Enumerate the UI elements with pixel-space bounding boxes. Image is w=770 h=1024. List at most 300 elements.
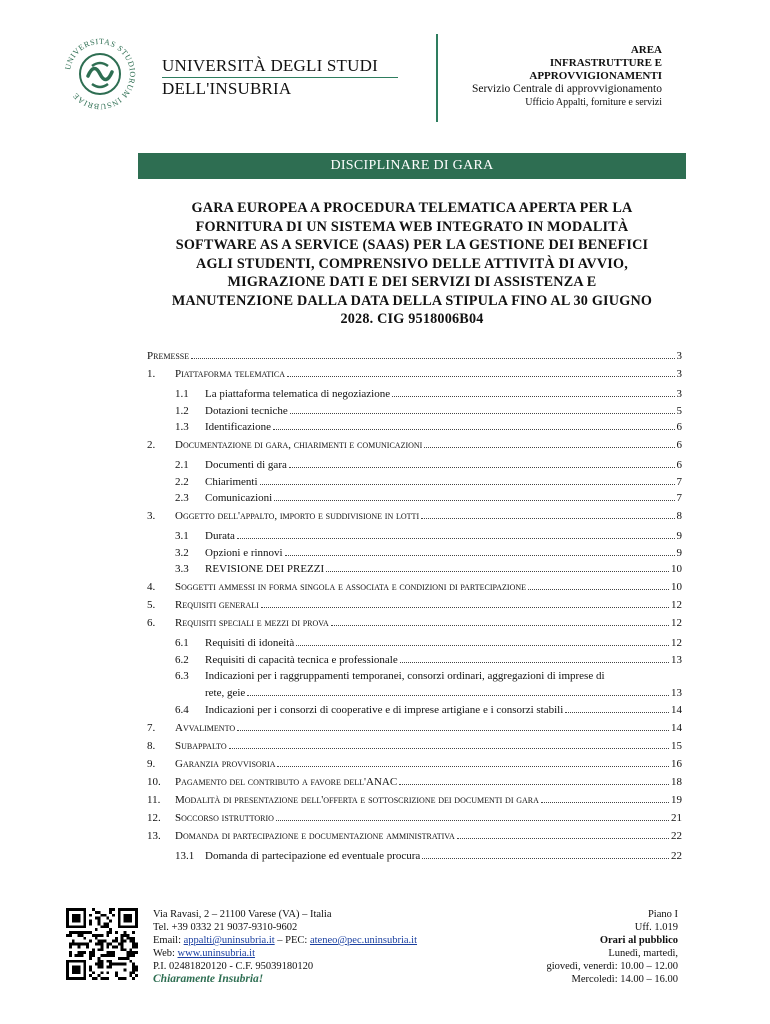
toc-leader-dots — [565, 711, 669, 713]
toc-leader-dots — [276, 819, 669, 821]
toc-page-number: 12 — [671, 637, 682, 649]
title-line: GARA EUROPEA A PROCEDURA TELEMATICA APERTA PER LA — [191, 200, 633, 216]
qr-module — [126, 954, 129, 957]
qr-module — [86, 943, 89, 946]
toc-page-number: 9 — [676, 546, 682, 559]
toc-entry[interactable] — [147, 581, 682, 599]
qr-module — [129, 940, 132, 943]
footer-contacts — [153, 908, 417, 986]
toc-entry[interactable] — [147, 547, 682, 564]
toc-page-number: 13 — [671, 653, 682, 666]
toc-number: 11. — [147, 793, 161, 806]
toc-label: Domanda di partecipazione ed eventuale procura — [205, 849, 421, 862]
qr-module — [109, 963, 112, 966]
toc-leader-dots — [274, 499, 674, 501]
qr-module — [66, 934, 69, 937]
qr-module — [69, 945, 72, 948]
qr-module — [89, 920, 92, 923]
qr-module — [89, 954, 92, 957]
qr-module — [89, 940, 92, 943]
qr-module — [115, 974, 118, 977]
toc-leader-dots — [541, 801, 669, 803]
toc-leader-dots — [296, 644, 669, 646]
footer-email-line — [153, 934, 417, 947]
toc-page-number: 22 — [671, 829, 682, 842]
area-line2: INFRASTRUTTURE E — [549, 57, 662, 69]
qr-module — [106, 922, 109, 925]
toc-leader-dots — [229, 747, 669, 749]
qr-module — [98, 911, 101, 914]
toc-leader-dots — [528, 588, 669, 590]
qr-module — [72, 931, 75, 934]
qr-module — [69, 931, 72, 934]
qr-module — [106, 945, 109, 948]
footer-hours2: giovedì, venerdì: 10.00 – 12.00 — [546, 961, 678, 972]
qr-module — [72, 914, 81, 923]
qr-module — [98, 943, 101, 946]
qr-module — [98, 920, 101, 923]
qr-module — [135, 951, 138, 954]
toc-number: 10. — [147, 775, 161, 788]
title-line: MIGRAZIONE DATI E DEI SERVIZI DI ASSISTENZA E — [227, 274, 597, 290]
qr-module — [112, 954, 115, 957]
qr-module — [135, 974, 138, 977]
qr-module — [121, 957, 124, 960]
pec-link[interactable]: ateneo@pec.uninsubria.it — [309, 935, 418, 946]
qr-module — [135, 943, 138, 946]
toc-label: Oggetto dell'appalto, importo e suddivisione in lotti — [175, 510, 420, 522]
qr-module — [98, 960, 101, 963]
qr-module — [86, 931, 89, 934]
pec-label: – PEC: — [274, 935, 310, 946]
toc-page-number: 3 — [676, 368, 682, 380]
footer-address: Via Ravasi, 2 – 21100 Varese (VA) – Italia — [153, 909, 332, 920]
toc-entry[interactable] — [147, 563, 682, 581]
footer-vat: P.I. 02481820120 - C.F. 95039180120 — [153, 961, 314, 972]
toc-label: Requisiti speciali e mezzi di prova — [175, 617, 329, 629]
qr-module — [69, 934, 72, 937]
toc-page-number: 10 — [671, 581, 682, 593]
qr-module — [98, 934, 101, 937]
toc-number: 5. — [147, 599, 156, 611]
qr-module — [83, 951, 86, 954]
toc-number: 2.2 — [175, 475, 189, 488]
qr-module — [129, 937, 132, 940]
qr-module — [129, 974, 132, 977]
qr-module — [101, 945, 104, 948]
qr-module — [135, 945, 138, 948]
toc-number: 6. — [147, 617, 156, 629]
qr-module — [101, 934, 104, 937]
toc-entry[interactable] — [147, 599, 682, 617]
qr-module — [95, 977, 98, 980]
toc-entry[interactable] — [147, 850, 682, 867]
qr-module — [121, 937, 124, 940]
toc-page-number: 14 — [671, 721, 682, 734]
qr-module — [78, 931, 81, 934]
toc-number: 7. — [147, 721, 156, 734]
qr-module — [103, 940, 106, 943]
toc-page-number: 9 — [676, 530, 682, 542]
toc-entry[interactable] — [147, 740, 682, 758]
toc-number: 1.1 — [175, 388, 189, 400]
qr-module — [89, 914, 92, 917]
qr-module — [89, 951, 92, 954]
toc-leader-dots — [422, 857, 669, 859]
qr-module — [103, 914, 106, 917]
qr-module — [132, 966, 135, 969]
toc-entry[interactable] — [147, 704, 682, 722]
qr-module — [109, 920, 112, 923]
qr-module — [126, 957, 129, 960]
toc-label: Documenti di gara — [205, 459, 287, 471]
toc-number: 3. — [147, 510, 156, 522]
qr-module — [109, 951, 112, 954]
qr-module — [135, 968, 138, 971]
toc-entry[interactable] — [147, 758, 682, 776]
toc-page-number: 6 — [676, 421, 682, 433]
toc-label: rete, geie — [205, 686, 246, 699]
qr-module — [132, 971, 135, 974]
qr-module — [132, 937, 135, 940]
qr-module — [121, 943, 124, 946]
qr-module — [115, 940, 118, 943]
qr-module — [124, 931, 127, 934]
toc-label: Requisiti generali — [175, 599, 259, 611]
toc-label: Comunicazioni — [205, 492, 273, 504]
qr-module — [132, 943, 135, 946]
toc-page-number: 18 — [671, 775, 682, 788]
toc-page-number: 7 — [676, 475, 682, 488]
qr-module — [124, 957, 127, 960]
toc-entry[interactable] — [147, 530, 682, 547]
toc-page-number: 16 — [671, 757, 682, 770]
qr-module — [95, 928, 98, 931]
footer-office: Uff. 1.019 — [634, 922, 678, 933]
qr-module — [95, 937, 98, 940]
qr-module — [126, 951, 129, 954]
qr-module — [75, 931, 78, 934]
qr-module — [98, 917, 101, 920]
qr-module — [118, 943, 121, 946]
toc-entry[interactable] — [147, 439, 682, 459]
qr-module — [129, 954, 132, 957]
toc-leader-dots — [287, 375, 674, 377]
qr-module — [106, 954, 109, 957]
qr-module — [112, 914, 115, 917]
qr-module — [89, 922, 92, 925]
toc-entry[interactable] — [147, 368, 682, 388]
qr-module — [103, 922, 106, 925]
qr-module — [132, 940, 135, 943]
toc-label: Domanda di partecipazione e documentazione amministrativa — [175, 829, 455, 842]
qr-module — [129, 960, 132, 963]
qr-module — [106, 931, 109, 934]
qr-module — [92, 934, 95, 937]
qr-module — [98, 948, 101, 951]
toc-entry[interactable] — [147, 510, 682, 530]
qr-module — [109, 911, 112, 914]
qr-module — [98, 963, 101, 966]
toc-entry[interactable] — [147, 476, 682, 493]
toc-entry[interactable] — [147, 388, 682, 405]
toc-entry[interactable] — [147, 670, 682, 687]
qr-module — [92, 954, 95, 957]
title-line: AGLI STUDENTI, COMPRENSIVO DELLE ATTIVITÀ DI AVVIO, — [196, 255, 628, 272]
qr-module — [83, 943, 86, 946]
qr-module — [101, 960, 104, 963]
toc-number: 1. — [147, 368, 156, 380]
qr-module — [103, 954, 106, 957]
toc-leader-dots — [237, 537, 675, 539]
qr-module — [72, 943, 75, 946]
toc-label: Garanzia provvisoria — [175, 757, 276, 770]
qr-module — [109, 954, 112, 957]
qr-module — [118, 963, 121, 966]
web-link[interactable]: www.uninsubria.it — [177, 948, 256, 959]
toc-entry[interactable] — [147, 405, 682, 422]
qr-module — [72, 966, 81, 975]
title-line: FORNITURA DI UN SISTEMA WEB INTEGRATO IN MODALITÀ — [195, 218, 629, 235]
qr-module — [103, 977, 106, 980]
qr-module — [112, 945, 115, 948]
footer-hours1: Lunedì, martedì, — [608, 948, 678, 959]
toc-entry[interactable] — [147, 492, 682, 510]
qr-module — [124, 934, 127, 937]
toc-label: Opzioni e rinnovi — [205, 546, 283, 559]
qr-module — [118, 957, 121, 960]
toc-leader-dots — [191, 357, 674, 359]
qr-module — [78, 954, 81, 957]
qr-module — [106, 934, 109, 937]
toc-leader-dots — [289, 466, 675, 468]
footer-hours-title: Orari al pubblico — [599, 935, 678, 946]
toc-page-number: 21 — [671, 811, 682, 824]
qr-module — [98, 957, 101, 960]
qr-module — [101, 925, 104, 928]
qr-module — [121, 963, 124, 966]
header-divider — [436, 34, 438, 122]
toc-label: Pagamento del contributo a favore dell'ANAC — [175, 775, 398, 788]
toc-label: Documentazione di gara, chiarimenti e comunicazioni — [175, 439, 423, 451]
toc-entry[interactable] — [147, 830, 682, 850]
toc-label: Subappalto — [175, 739, 227, 752]
toc-label: Chiarimenti — [205, 475, 258, 488]
toc-page-number: 12 — [671, 599, 682, 611]
qr-module — [115, 945, 118, 948]
toc-leader-dots — [290, 412, 675, 414]
toc-label: Identificazione — [205, 421, 271, 433]
qr-module — [95, 911, 98, 914]
qr-module — [124, 948, 127, 951]
qr-module — [80, 954, 83, 957]
toc-leader-dots — [392, 395, 674, 397]
title-line: SOFTWARE AS A SERVICE (SAAS) PER LA GESTIONE DEI BENEFICI — [175, 237, 649, 253]
toc-entry[interactable] — [147, 350, 682, 368]
qr-module — [135, 966, 138, 969]
qr-module — [89, 966, 92, 969]
qr-module — [115, 931, 118, 934]
qr-module — [69, 943, 72, 946]
qr-module — [86, 945, 89, 948]
toc-number: 13.1 — [175, 849, 195, 862]
qr-module — [89, 968, 92, 971]
qr-module — [109, 966, 112, 969]
web-label: Web: — [153, 948, 178, 959]
qr-module — [124, 914, 133, 923]
qr-module — [118, 977, 121, 980]
qr-module — [75, 943, 78, 946]
qr-module — [69, 954, 72, 957]
qr-module — [83, 937, 86, 940]
qr-module — [112, 951, 115, 954]
toc-number: 2.3 — [175, 492, 189, 504]
toc-number: 6.3 — [175, 670, 189, 682]
qr-module — [101, 971, 104, 974]
logo-ring-text: UNIVERSITAS STUDIORUM INSUBRIAE — [63, 36, 138, 112]
toc-page-number: 10 — [671, 563, 682, 575]
toc-number: 12. — [147, 811, 161, 824]
toc-leader-dots — [285, 554, 675, 556]
qr-module — [121, 977, 124, 980]
qr-module — [124, 940, 127, 943]
area-block — [472, 44, 662, 109]
qr-module — [106, 925, 109, 928]
qr-module — [115, 963, 118, 966]
title-line: 2028. CIG 9518006B04 — [340, 311, 484, 327]
toc-number: 1.3 — [175, 421, 189, 433]
toc-page-number: 3 — [676, 388, 682, 400]
qr-module — [132, 963, 135, 966]
toc-leader-dots — [326, 570, 669, 572]
toc-label: Requisiti di idoneità — [205, 637, 295, 649]
qr-module — [109, 908, 112, 911]
toc-entry[interactable] — [147, 722, 682, 740]
document-type-banner: DISCIPLINARE DI GARA — [138, 153, 686, 179]
qr-module — [92, 971, 95, 974]
qr-module — [109, 931, 112, 934]
qr-module — [121, 940, 124, 943]
toc-label: Requisiti di capacità tecnica e professionale — [205, 653, 398, 666]
qr-module — [101, 977, 104, 980]
qr-module — [72, 940, 75, 943]
toc-label: La piattaforma telematica di negoziazione — [205, 388, 391, 400]
toc-entry[interactable] — [147, 794, 682, 812]
toc-leader-dots — [421, 517, 674, 519]
toc-number: 3.1 — [175, 530, 189, 542]
qr-module — [89, 957, 92, 960]
qr-module — [112, 940, 115, 943]
qr-module — [109, 928, 112, 931]
toc-page-number: 14 — [671, 703, 682, 716]
toc-page-number: 5 — [676, 404, 682, 417]
toc-entry[interactable] — [147, 459, 682, 476]
qr-module — [98, 966, 101, 969]
toc-leader-dots — [424, 446, 674, 448]
toc-leader-dots — [260, 483, 675, 485]
university-name-line2: DELL'INSUBRIA — [162, 79, 292, 98]
toc-label: Indicazioni per i consorzi di cooperative e di imprese artigiane e i consorzi stabili — [205, 703, 564, 716]
toc-label: Modalità di presentazione dell'offerta e sottoscrizione dei documenti di gara — [175, 793, 539, 806]
toc-page-number: 19 — [671, 793, 682, 806]
qr-module — [98, 940, 101, 943]
toc-page-number: 22 — [671, 849, 682, 862]
qr-module — [132, 968, 135, 971]
qr-module — [106, 943, 109, 946]
qr-module — [78, 943, 81, 946]
qr-module — [103, 925, 106, 928]
toc-label: Piattaforma telematica — [175, 368, 286, 380]
email-link[interactable]: appalti@uninsubria.it — [183, 935, 275, 946]
toc-number: 6.2 — [175, 653, 189, 666]
toc-page-number: 15 — [671, 739, 682, 752]
toc-entry[interactable] — [147, 776, 682, 794]
title-line: MANUTENZIONE DALLA DATA DELLA STIPULA FINO AL 30 GIUGNO — [171, 292, 653, 309]
qr-module — [106, 917, 109, 920]
qr-module — [95, 963, 98, 966]
qr-module — [92, 951, 95, 954]
toc-number: 1.2 — [175, 404, 189, 417]
qr-module — [95, 943, 98, 946]
toc-page-number: 3 — [676, 350, 682, 362]
toc-leader-dots — [399, 783, 669, 785]
toc-page-number: 6 — [676, 439, 682, 451]
qr-module — [106, 966, 109, 969]
footer-tel: Tel. +39 0332 21 9037-9310-9602 — [153, 922, 298, 933]
toc-label: REVISIONE DEI PREZZI — [205, 563, 325, 575]
toc-number: 3.3 — [175, 563, 189, 575]
qr-module — [132, 977, 135, 980]
qr-module — [80, 943, 83, 946]
toc-page-number: 6 — [676, 459, 682, 471]
qr-module — [98, 922, 101, 925]
qr-code — [65, 908, 139, 980]
toc-page-number: 7 — [676, 492, 682, 504]
toc-page-number: 8 — [676, 510, 682, 522]
toc-label: Soccorso istruttorio — [175, 811, 274, 824]
toc-number: 4. — [147, 581, 156, 593]
toc-number: 3.2 — [175, 546, 189, 559]
toc-leader-dots — [261, 606, 669, 608]
qr-module — [80, 951, 83, 954]
toc-entry[interactable] — [147, 617, 682, 637]
qr-module — [132, 954, 135, 957]
toc-entry[interactable] — [147, 637, 682, 654]
qr-module — [126, 934, 129, 937]
qr-module — [106, 977, 109, 980]
toc-entry[interactable] — [147, 654, 682, 671]
qr-module — [92, 948, 95, 951]
toc-number: 13. — [147, 829, 161, 842]
area-line3: APPROVVIGIONAMENTI — [529, 70, 662, 82]
qr-module — [129, 948, 132, 951]
toc-number: 8. — [147, 739, 156, 752]
toc-number: 2. — [147, 439, 156, 451]
qr-module — [101, 963, 104, 966]
university-name-line1: UNIVERSITÀ DEGLI STUDI — [162, 56, 398, 78]
toc-page-number: 12 — [671, 617, 682, 629]
toc-entry[interactable] — [147, 421, 682, 439]
qr-module — [132, 951, 135, 954]
qr-module — [89, 974, 92, 977]
qr-module — [78, 945, 81, 948]
toc-entry-continuation[interactable] — [147, 687, 682, 704]
university-logo — [62, 36, 138, 112]
toc-entry[interactable] — [147, 812, 682, 830]
toc-label: Soggetti ammessi in forma singola e associata e condizioni di partecipazione — [175, 581, 527, 593]
qr-module — [89, 931, 92, 934]
qr-module — [101, 966, 104, 969]
